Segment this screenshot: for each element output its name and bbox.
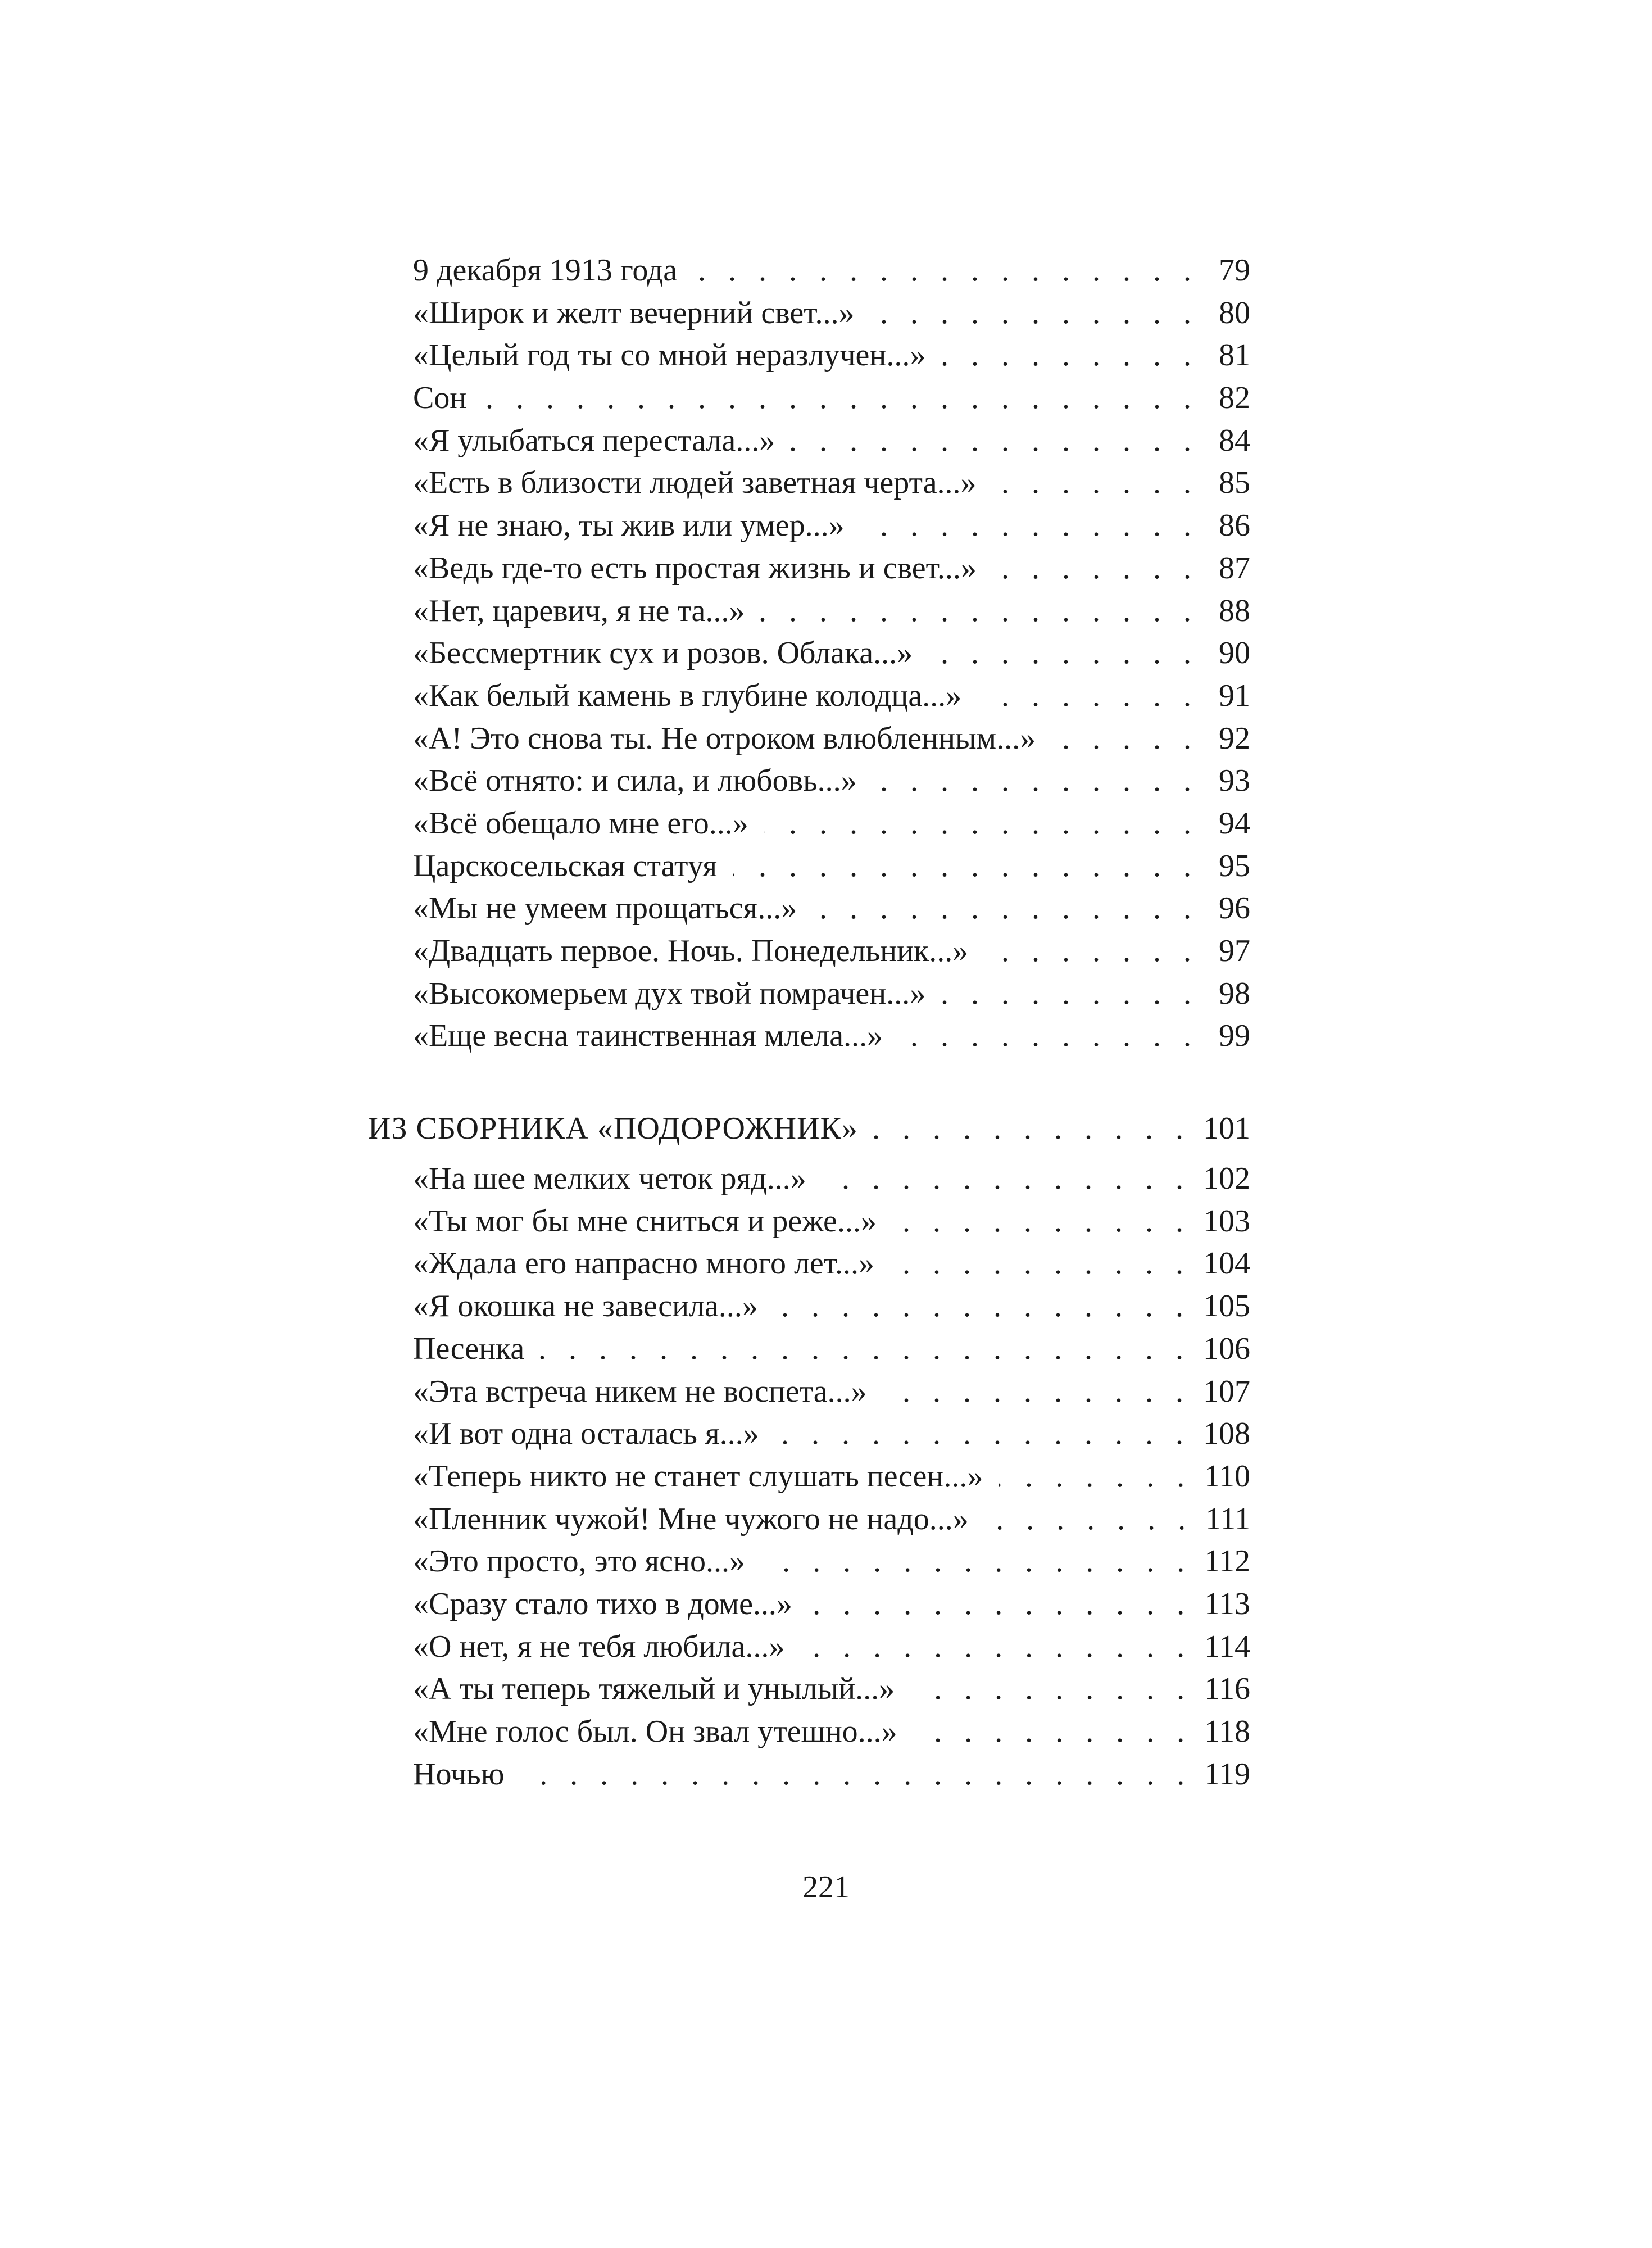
toc-entry-title: «Ведь где-то есть простая жизнь и свет...» [413,550,977,586]
toc-entry-title: «Всё отнято: и сила, и любовь...» [413,763,857,799]
toc-entry-page: 97 [1219,933,1250,968]
toc-entry-title: «Я не знаю, ты жив или умер...» [413,508,845,543]
toc-entry-page: 114 [1204,1629,1250,1664]
toc-entry-page: 111 [1205,1501,1250,1537]
toc-entry [368,632,1250,675]
dot-leader [873,760,1199,803]
toc-entry-title: «Нет, царевич, я не та...» [413,593,745,628]
toc-entry-page: 118 [1204,1714,1250,1749]
toc-entry-page: 112 [1204,1544,1250,1579]
toc-entry-page: 108 [1203,1416,1250,1452]
toc-entry [368,462,1250,505]
dot-leader [808,1583,1192,1626]
toc-entry [368,1243,1250,1285]
dot-leader [890,1243,1191,1285]
toc-entry [368,420,1250,463]
toc-entry [368,1328,1250,1371]
toc-entry-page: 105 [1203,1289,1250,1324]
dot-leader [1051,718,1199,760]
toc-entry [368,1626,1250,1669]
toc-entry-title: «Бессмертник сух и розов. Облака...» [413,636,913,671]
toc-entry-title: Царскосельская статуя [413,848,718,883]
toc-entry [368,1285,1250,1328]
dot-leader [860,505,1199,547]
toc-entry-title: «Я окошка не завесила...» [413,1289,758,1324]
toc-entry-page: 99 [1219,1018,1250,1054]
dot-leader [540,1328,1191,1371]
toc-entry-page: 94 [1219,805,1250,841]
dot-leader [520,1753,1192,1796]
toc-entry-title: Сон [413,380,467,416]
dot-leader [791,420,1199,463]
toc-entry [368,760,1250,803]
dot-leader [984,1498,1193,1541]
dot-leader [910,1668,1192,1711]
toc-entry [368,1668,1250,1711]
toc-entry [368,1456,1250,1498]
table-of-contents [368,250,1250,1796]
toc-entry-title: «Широк и желт вечерний свет...» [413,295,855,330]
toc-entry-page: 119 [1204,1756,1250,1792]
dot-leader [941,973,1199,1016]
toc-entry-title: «Есть в близости людей заветная черта...» [413,465,977,501]
toc-entry-title: 9 декабря 1913 года [413,253,678,288]
toc-entry-page: 88 [1219,593,1250,628]
dot-leader [775,1413,1191,1456]
toc-entry-title: «Ждала его напрасно много лет...» [413,1246,875,1281]
toc-entry [368,547,1250,590]
toc-section-heading [368,1106,1250,1151]
toc-entry [368,718,1250,760]
dot-leader [733,845,1199,888]
toc-entry [368,1413,1250,1456]
dot-leader [999,1456,1192,1498]
toc-entry-page: 82 [1219,380,1250,416]
dot-leader [874,1106,1191,1151]
dot-leader [822,1158,1191,1200]
toc-entry-page: 96 [1219,891,1250,926]
dot-leader [693,250,1199,292]
toc-entry-page: 91 [1219,678,1250,713]
dot-leader [482,377,1199,420]
toc-entry-title: «Сразу стало тихо в доме...» [413,1586,792,1621]
toc-entry-page: 85 [1219,465,1250,501]
dot-leader [883,1371,1191,1413]
toc-entry-page: 87 [1219,550,1250,586]
toc-entry-title: «На шее мелких четок ряд...» [413,1161,806,1196]
dot-leader [941,334,1199,377]
toc-entry [368,803,1250,845]
dot-leader [984,930,1199,973]
toc-entry-page: 103 [1203,1203,1250,1239]
toc-entry [368,590,1250,633]
toc-entry [368,377,1250,420]
toc-entry-page: 93 [1219,763,1250,799]
toc-entry-page: 79 [1219,253,1250,288]
toc-entry-page: 81 [1219,338,1250,373]
toc-entry-page: 104 [1203,1246,1250,1281]
toc-entry-page: 92 [1219,720,1250,756]
dot-leader [764,803,1199,845]
toc-entry-title: «Ты мог бы мне сниться и реже...» [413,1203,877,1239]
toc-entry-page: 110 [1204,1458,1250,1494]
toc-entry-title: «Всё обещало мне его...» [413,805,748,841]
toc-entry-title: «Целый год ты со мной неразлучен...» [413,338,926,373]
toc-entry [368,845,1250,888]
toc-entry-title: «И вот одна осталась я...» [413,1416,759,1452]
toc-entry-title: «Мне голос был. Он звал утешно...» [413,1714,897,1749]
toc-entry [368,1498,1250,1541]
toc-entry-title: «А ты теперь тяжелый и унылый...» [413,1671,895,1707]
toc-entry [368,930,1250,973]
toc-entry-title: «Эта встреча никем не воспета...» [413,1374,867,1409]
toc-entry [368,292,1250,335]
toc-entry-title: «Теперь никто не станет слушать песен...» [413,1458,983,1494]
toc-entry-page: 102 [1203,1161,1250,1196]
toc-entry [368,1015,1250,1058]
dot-leader [870,292,1199,335]
dot-leader [774,1285,1191,1328]
section-title: ИЗ СБОРНИКА «ПОДОРОЖНИК» [368,1111,858,1146]
dot-leader [898,1015,1199,1058]
toc-entry-title: «Я улыбаться перестала...» [413,423,775,458]
toc-entry [368,1583,1250,1626]
toc-block-section [368,1158,1250,1796]
section-page-number: 101 [1203,1111,1250,1146]
toc-entry [368,1371,1250,1413]
toc-entry-page: 86 [1219,508,1250,543]
toc-entry-title: «А! Это снова ты. Не отроком влюбленным...» [413,720,1036,756]
dot-leader [813,887,1199,930]
toc-entry [368,1711,1250,1753]
dot-leader [992,547,1199,590]
toc-entry [368,1753,1250,1796]
dot-leader [761,1540,1192,1583]
toc-entry-title: Песенка [413,1331,525,1366]
page-number: 221 [802,1870,850,1905]
dot-leader [928,632,1199,675]
toc-entry [368,1158,1250,1200]
toc-entry-title: «Это просто, это ясно...» [413,1544,746,1579]
toc-entry-page: 90 [1219,636,1250,671]
dot-leader [800,1626,1192,1669]
toc-entry-page: 113 [1204,1586,1250,1621]
toc-entry-title: «Двадцать первое. Ночь. Понедельник...» [413,933,969,968]
toc-entry [368,505,1250,547]
dot-leader [992,462,1199,505]
dot-leader [892,1200,1191,1243]
toc-entry-title: «Высокомерьем дух твой помрачен...» [413,976,926,1011]
toc-entry-page: 95 [1219,848,1250,883]
toc-entry-page: 116 [1204,1671,1250,1707]
toc-entry [368,334,1250,377]
toc-entry-title: «Еще весна таинственная млела...» [413,1018,883,1054]
toc-entry-title: «Мы не умеем прощаться...» [413,891,797,926]
toc-entry-page: 106 [1203,1331,1250,1366]
toc-entry-page: 84 [1219,423,1250,458]
toc-entry-page: 107 [1203,1374,1250,1409]
toc-entry-page: 80 [1219,295,1250,330]
toc-entry-title: «Как белый камень в глубине колодца...» [413,678,962,713]
toc-entry-title: «О нет, я не тебя любила...» [413,1629,785,1664]
toc-entry [368,250,1250,292]
toc-entry-title: «Пленник чужой! Мне чужого не надо...» [413,1501,969,1537]
dot-leader [760,590,1199,633]
toc-entry [368,675,1250,718]
toc-entry-page: 98 [1219,976,1250,1011]
toc-entry [368,1200,1250,1243]
toc-entry-title: Ночью [413,1756,505,1792]
dot-leader [977,675,1199,718]
dot-leader [913,1711,1192,1753]
toc-block-main [368,250,1250,1058]
toc-entry [368,887,1250,930]
toc-entry [368,973,1250,1016]
toc-entry [368,1540,1250,1583]
